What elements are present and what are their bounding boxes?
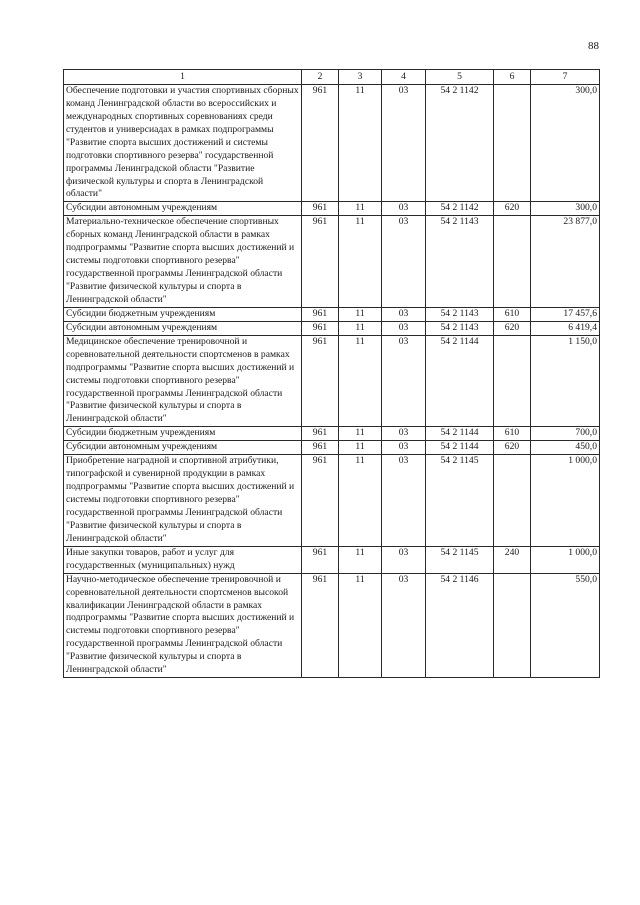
cell-section: 11	[339, 307, 382, 321]
table-row	[64, 573, 600, 678]
cell-amount: 300,0	[531, 84, 600, 201]
cell-type: 610	[494, 427, 531, 441]
cell-target: 54 2 1143	[426, 307, 494, 321]
column-header: 5	[426, 70, 494, 85]
column-header: 2	[302, 70, 339, 85]
cell-section: 11	[339, 546, 382, 573]
cell-amount: 450,0	[531, 441, 600, 455]
cell-target: 54 2 1142	[426, 84, 494, 201]
cell-target: 54 2 1145	[426, 455, 494, 547]
row-name: Научно-методическое обеспечение тренировочной и соревновательной деятельности спортсменов высокой квалификации Ленинградской области в рамках подпрограммы "Развитие спорта высших достижений и системы подготовки спортивного резерва" государственной программы Ленинградской области "Развитие физической культуры и спорта в Ленинградской области"	[64, 573, 302, 678]
cell-target: 54 2 1145	[426, 546, 494, 573]
row-name: Субсидии автономным учреждениям	[64, 202, 302, 216]
column-header: 1	[64, 70, 302, 85]
budget-table	[63, 69, 600, 678]
cell-code: 961	[302, 321, 339, 335]
cell-type	[494, 216, 531, 308]
cell-subsection: 03	[382, 307, 426, 321]
cell-section: 11	[339, 455, 382, 547]
cell-type	[494, 573, 531, 678]
cell-section: 11	[339, 202, 382, 216]
cell-type: 620	[494, 202, 531, 216]
cell-code: 961	[302, 84, 339, 201]
page-number: 88	[588, 40, 599, 52]
cell-type: 620	[494, 441, 531, 455]
cell-subsection: 03	[382, 546, 426, 573]
row-name: Приобретение наградной и спортивной атрибутики, типографской и сувенирной продукции в рамках подпрограммы "Развитие спорта высших достижений и системы подготовки спортивного резерва" государственной программы Ленинградской области "Развитие физической культуры и спорта в Ленинградской области"	[64, 455, 302, 547]
column-header: 7	[531, 70, 600, 85]
column-header: 6	[494, 70, 531, 85]
cell-target: 54 2 1144	[426, 441, 494, 455]
table-row	[64, 335, 600, 427]
column-header: 4	[382, 70, 426, 85]
cell-code: 961	[302, 216, 339, 308]
cell-code: 961	[302, 455, 339, 547]
table-row	[64, 307, 600, 321]
cell-type: 240	[494, 546, 531, 573]
cell-code: 961	[302, 335, 339, 427]
cell-subsection: 03	[382, 455, 426, 547]
table-row	[64, 202, 600, 216]
table-row	[64, 427, 600, 441]
cell-subsection: 03	[382, 84, 426, 201]
cell-code: 961	[302, 573, 339, 678]
cell-type: 620	[494, 321, 531, 335]
cell-section: 11	[339, 84, 382, 201]
row-name: Иные закупки товаров, работ и услуг для государственных (муниципальных) нужд	[64, 546, 302, 573]
cell-subsection: 03	[382, 335, 426, 427]
cell-amount: 550,0	[531, 573, 600, 678]
row-name: Обеспечение подготовки и участия спортивных сборных команд Ленинградской области во всероссийских и международных спортивных соревнованиях среди студентов и универсиадах в рамках подпрограммы "Развитие спорта высших достижений и системы подготовки спортивного резерва" государственной программы Ленинградской области "Развитие физической культуры и спорта в Ленинградской области"	[64, 84, 302, 201]
cell-amount: 17 457,6	[531, 307, 600, 321]
cell-amount: 1 000,0	[531, 455, 600, 547]
table-row	[64, 441, 600, 455]
row-name: Субсидии бюджетным учреждениям	[64, 307, 302, 321]
cell-type	[494, 335, 531, 427]
cell-target: 54 2 1143	[426, 216, 494, 308]
cell-target: 54 2 1144	[426, 427, 494, 441]
cell-section: 11	[339, 335, 382, 427]
table-row	[64, 216, 600, 308]
cell-amount: 300,0	[531, 202, 600, 216]
row-name: Материально-техническое обеспечение спортивных сборных команд Ленинградской области в рамках подпрограммы "Развитие спорта высших достижений и системы подготовки спортивного резерва" государственной программы Ленинградской области "Развитие физической культуры и спорта в Ленинградской области"	[64, 216, 302, 308]
cell-subsection: 03	[382, 216, 426, 308]
cell-section: 11	[339, 216, 382, 308]
cell-target: 54 2 1142	[426, 202, 494, 216]
header-row	[64, 70, 600, 85]
cell-amount: 700,0	[531, 427, 600, 441]
cell-subsection: 03	[382, 427, 426, 441]
cell-amount: 1 000,0	[531, 546, 600, 573]
cell-target: 54 2 1146	[426, 573, 494, 678]
row-name: Субсидии автономным учреждениям	[64, 321, 302, 335]
cell-subsection: 03	[382, 441, 426, 455]
cell-code: 961	[302, 307, 339, 321]
cell-code: 961	[302, 427, 339, 441]
cell-subsection: 03	[382, 573, 426, 678]
cell-target: 54 2 1144	[426, 335, 494, 427]
table-row	[64, 455, 600, 547]
table-row	[64, 84, 600, 201]
cell-subsection: 03	[382, 321, 426, 335]
cell-subsection: 03	[382, 202, 426, 216]
cell-code: 961	[302, 546, 339, 573]
cell-type: 610	[494, 307, 531, 321]
cell-section: 11	[339, 321, 382, 335]
cell-code: 961	[302, 441, 339, 455]
table-row	[64, 321, 600, 335]
cell-amount: 23 877,0	[531, 216, 600, 308]
cell-target: 54 2 1143	[426, 321, 494, 335]
table-row	[64, 546, 600, 573]
cell-amount: 1 150,0	[531, 335, 600, 427]
cell-section: 11	[339, 441, 382, 455]
cell-section: 11	[339, 573, 382, 678]
row-name: Субсидии автономным учреждениям	[64, 441, 302, 455]
cell-type	[494, 455, 531, 547]
cell-code: 961	[302, 202, 339, 216]
cell-section: 11	[339, 427, 382, 441]
row-name: Субсидии бюджетным учреждениям	[64, 427, 302, 441]
column-header: 3	[339, 70, 382, 85]
cell-type	[494, 84, 531, 201]
row-name: Медицинское обеспечение тренировочной и соревновательной деятельности спортсменов в рамках подпрограммы "Развитие спорта высших достижений и системы подготовки спортивного резерва" государственной программы Ленинградской области "Развитие физической культуры и спорта в Ленинградской области"	[64, 335, 302, 427]
cell-amount: 6 419,4	[531, 321, 600, 335]
